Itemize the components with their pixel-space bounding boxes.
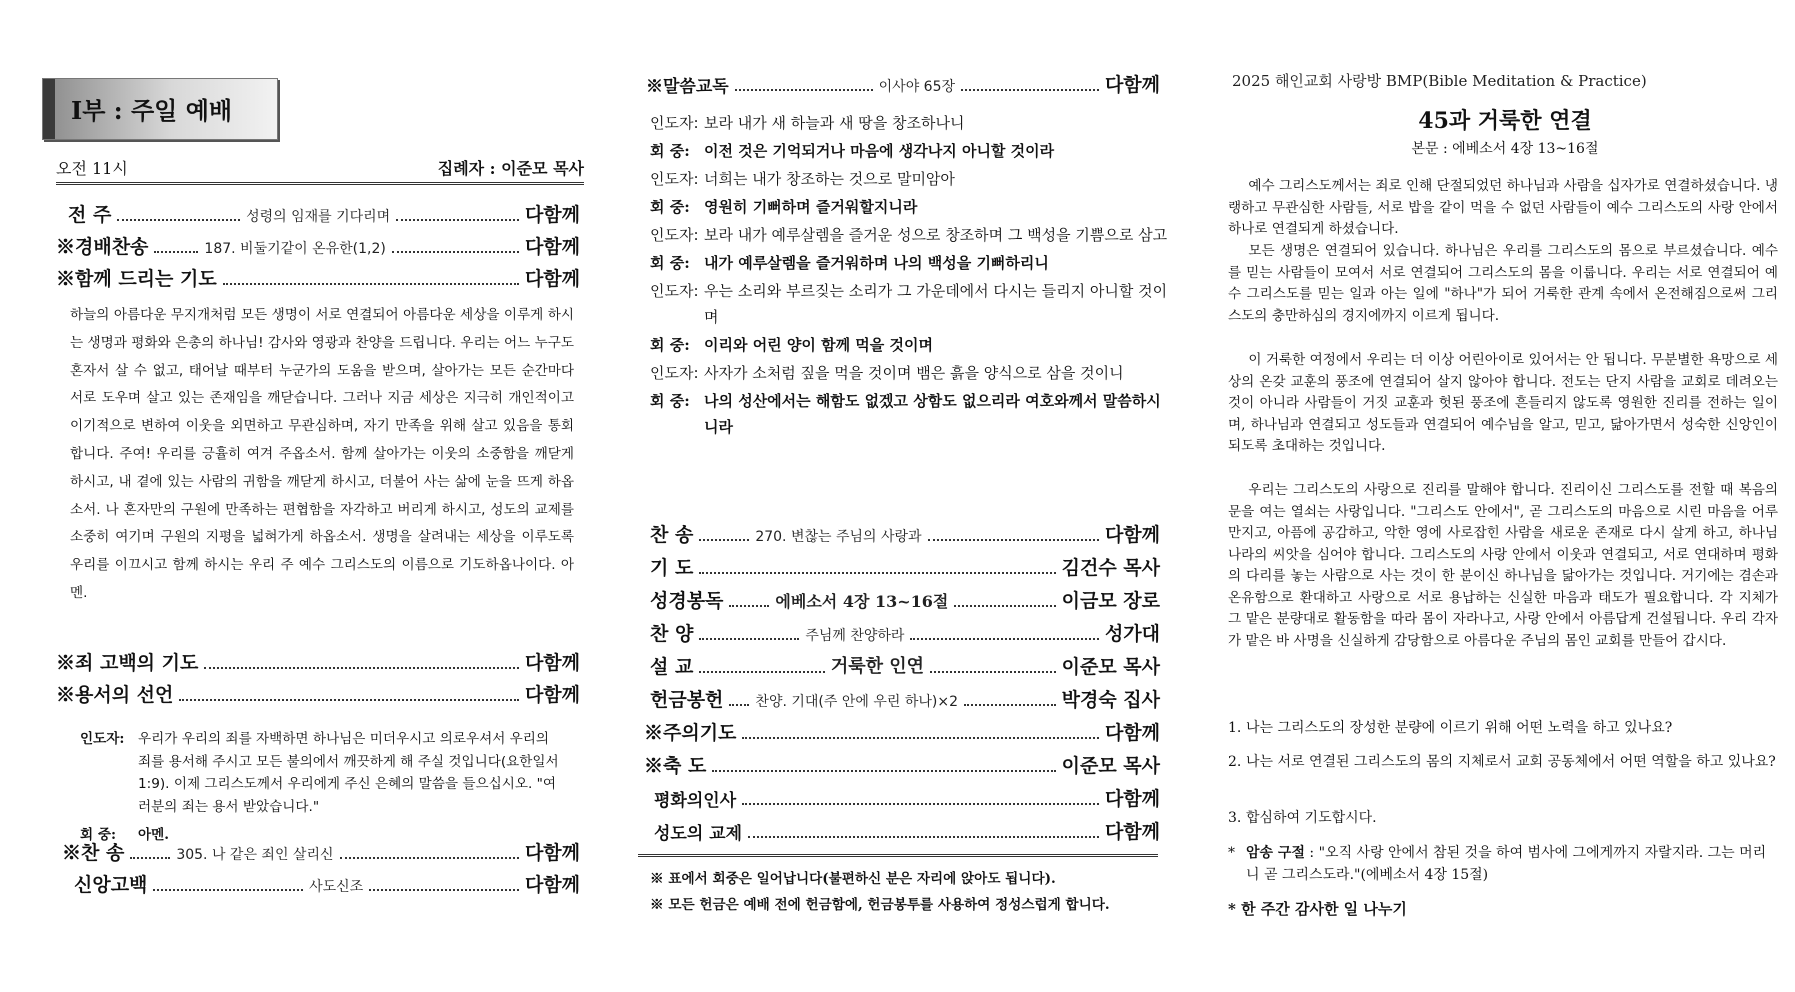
dot-leader [729,704,749,706]
dot-leader [340,857,519,859]
order-label: ※용서의 선언 [56,684,174,706]
order-detail: 사도신조 [309,879,364,895]
bmp-header: 2025 해인교회 사랑방 BMP(Bible Meditation & Practice) [1232,72,1647,90]
dot-leader [742,737,1099,739]
speaker-label: 회 중: [650,198,690,216]
divider [638,854,1158,857]
note-line: ※ 표에서 회중은 일어납니다(불편하신 분은 자리에 앉아도 됩니다). [650,871,1056,887]
order-item [650,652,1160,679]
order-label: 평화의인사 [654,791,737,811]
speaker-label: 인도자: [650,170,699,188]
congregation-text: 아멘. [138,827,169,843]
order-label: 설 교 [650,656,694,678]
question-number: 3. [1228,810,1242,826]
dot-leader [130,857,170,859]
dot-leader [964,704,1056,706]
speaker-label: 인도자: [650,226,699,244]
time-row [56,156,584,185]
order-item [654,784,1160,811]
speaker-label: 회 중: [650,392,690,410]
order-person: 이금모 장로 [1061,590,1160,612]
sermon-title: 거룩한 인연 [830,656,925,677]
reading-line: 보라 내가 새 하늘과 새 땅을 창조하나니 [704,114,965,132]
order-item [56,680,580,707]
order-label: ※죄 고백의 기도 [56,652,199,674]
order-detail: 이사야 65장 [878,79,956,95]
order-item [58,200,580,227]
order-label: 신앙고백 [74,874,148,896]
order-person: 다함께 [1104,524,1160,546]
order-label: 기 도 [650,557,694,579]
order-item [650,619,1160,646]
order-item [650,553,1160,580]
order-person: 성가대 [1104,623,1160,645]
order-item [644,751,1160,778]
speaker-label: 인도자: [80,731,125,747]
speaker-label: 인도자: [650,282,699,300]
speaker-label: 회 중: [650,254,690,272]
service-time: 오전 11시 [56,159,128,178]
dot-leader [961,89,1099,91]
dot-leader [729,605,769,607]
order-item [644,718,1160,745]
pardon-declaration [80,728,565,847]
reading-line: 사자가 소처럼 짚을 먹을 것이며 뱀은 흙을 양식으로 삼을 것이니 [704,364,1124,382]
order-person: 다함께 [524,204,580,226]
dot-leader [748,836,1099,838]
part-banner [42,78,278,140]
dot-leader [928,539,1099,541]
order-detail: 에베소서 4장 13~16절 [775,592,949,611]
dot-leader [699,671,825,673]
order-label: 찬 송 [650,524,694,546]
dot-leader [930,671,1056,673]
speaker-label: 회 중: [650,336,690,354]
dot-leader [223,283,519,285]
order-label: ※경배찬송 [56,236,149,258]
speaker-label: 회 중: [80,827,117,843]
dot-leader [699,572,1055,574]
unison-prayer-text: 하늘의 아름다운 무지개처럼 모든 생명이 서로 연결되어 아름다운 세상을 이루게 하시는 생명과 평화와 은총의 하나님! 감사와 영광과 찬양을 드립니다. 우리는 어느 누구도 혼자서 살 수 없고, 태어날 때부터 누군가의 도움을 받으며, 살아가는 모든 순간마다 서로 도우며 살고 있는 존재임을 깨닫습니다. 그러나 지금 세상은 지극히 개인적이고 이기적으로 변하여 이웃을 외면하고 무관심하며, 자기 만족을 위해 살고 있음을 통회합니다. 주여! 우리를 긍휼히 여겨 주옵소서. 함께 살아가는 이웃의 소중함을 깨닫게 하시고, 내 곁에 있는 사람의 귀함을 깨닫게 하시고, 더불어 사는 삶에 눈을 뜨게 하옵소서. 나 혼자만의 구원에 만족하는 편협함을 자각하고 버리게 하시고, 성도의 교제를 소중히 여기며 구원의 지평을 넓혀가게 하옵소서. 생명을 살려내는 세상을 이루도록 우리를 이끄시고 함께 하시는 우리 주 예수 그리스도의 이름으로 기도하옵나이다. 아멘. [70,307,574,601]
question-text: 나는 그리스도의 장성한 분량에 이르기 위해 어떤 노력을 하고 있나요? [1246,720,1673,736]
dot-leader [179,699,519,701]
order-item [56,264,580,291]
dot-leader [735,89,873,91]
dot-leader [153,889,303,891]
speaker-label: 인도자: [650,114,699,132]
order-detail: 찬양. 기대(주 안에 우린 하나)×2 [755,694,958,710]
memory-verse [1228,842,1778,886]
order-detail: 주님께 찬양하라 [805,628,905,644]
lesson-paragraph: 이 거룩한 여정에서 우리는 더 이상 어린아이로 있어서는 안 됩니다. 무분별한 욕망으로 세상의 온갖 교훈의 풍조에 연결되어 살지 않아야 합니다. 전도는 단지 사람을 교회로 데려오는 것이 아니라 사람들이 거짓 교훈과 헛된 풍조에 흔들리지 않도록 영원한 진리를 전하는 일이며, 하나님과 연결되고 성도들과 연결되어 예수님을 알고, 믿고, 닮아가면서 성숙한 신앙인이 되도록 초대하는 것입니다. [1228,352,1778,454]
lesson-paragraph: 예수 그리스도께서는 죄로 인해 단절되었던 하나님과 사람을 십자가로 연결하셨습니다. 냉랭하고 무관심한 사람들, 서로 밥을 같이 먹을 수 없던 사람들이 예수 그리스도의 사랑 안에서 하나로 연결되게 하셨습니다. [1228,178,1778,237]
order-item [56,232,580,259]
order-person: 다함께 [524,268,580,290]
lesson-paragraph: 모든 생명은 연결되어 있습니다. 하나님은 우리를 그리스도의 몸으로 부르셨습니다. 예수를 믿는 사람들이 모여서 서로 연결되어 그리스도의 몸을 이룹니다. 우리는 서로 연결되어 예수 그리스도를 믿는 일과 아는 일에 "하나"가 되어 거룩한 관계 속에서 온전해짐으로써 그리스도의 충만하심의 경지에까지 이르게 됩니다. [1228,243,1778,324]
dot-leader [369,889,519,891]
reading-line: 영원히 기뻐하며 즐거워할지니라 [704,198,918,216]
service-leader: 집례자 : 이준모 목사 [437,159,584,178]
order-person: 다함께 [1104,788,1160,810]
order-person: 다함께 [524,652,580,674]
dot-leader [117,219,240,221]
order-detail: 성령의 임재를 기다리며 [246,209,391,225]
reading-line: 이전 것은 기억되거나 마음에 생각나지 아니할 것이라 [704,142,1055,160]
discussion-question [1228,718,1778,740]
dot-leader [154,251,198,253]
order-item [56,648,580,675]
order-item [74,870,580,897]
lesson-paragraph: 우리는 그리스도의 사랑으로 진리를 말해야 합니다. 진리이신 그리스도를 전할 때 복음의 문을 여는 열쇠는 사랑입니다. "그리스도 안에서", 곧 그리스도의 마음으로 시린 마음을 어루만지고, 아픔에 공감하고, 악한 영에 사로잡힌 사람을 새로운 존재로 다시 살게 하고, 하나님 나라의 씨앗을 심어야 합니다. 그리스도의 사랑 안에서 이웃과 연결되고, 서로 연대하며 평화의 다리를 놓는 사람으로 사는 것이 한 분이신 하나님을 닮아가는 것입니다. 거기에는 겸손과 온유함으로 환대하고 사랑으로 서로 용납하는 신실한 마음과 태도가 필요합니다. 각 지체가 그 맡은 분량대로 활동함을 따라 몸이 자라나고, 사랑 안에서 아름답게 건설됩니다. 우리 각자가 맡은 바 사명을 신실하게 감당함으로 아름다운 주님의 몸인 교회를 만들어 갑시다. [1228,482,1778,649]
order-label: 성도의 교제 [654,824,743,844]
reading-line: 이리와 어린 양이 함께 먹을 것이며 [704,336,933,354]
question-text: 합심하여 기도합시다. [1246,810,1377,826]
order-person: 박경숙 집사 [1061,689,1160,711]
order-person: 이준모 목사 [1061,755,1160,777]
order-label: 헌금봉헌 [650,689,724,711]
question-number: 1. [1228,720,1242,736]
dot-leader [699,539,749,541]
order-person: 다함께 [524,842,580,864]
order-detail: 187. 비둘기같이 온유한(1,2) [204,241,386,257]
dot-leader [699,638,799,640]
service-notes [650,866,1170,918]
order-person: 다함께 [1104,74,1161,96]
discussion-question [1228,752,1778,774]
speaker-label: 회 중: [650,142,690,160]
order-label: ※말씀교독 [646,77,729,97]
dot-leader [910,638,1098,640]
memory-label: 암송 구절 [1246,845,1305,861]
reading-line: 우는 소리와 부르짖는 소리가 그 가운데에서 다시는 들리지 아니할 것이며 [704,282,1168,326]
order-label: ※함께 드리는 기도 [56,268,217,290]
thanks-sharing: * 한 주간 감사한 일 나누기 [1228,900,1407,918]
dot-leader [954,605,1055,607]
speaker-label: 인도자: [650,364,699,382]
lesson-title: 45과 거룩한 연결 [1418,108,1592,134]
order-item [650,520,1160,547]
discussion-question [1228,808,1778,830]
dot-leader [392,251,519,253]
order-item [646,70,1160,97]
responsive-reading [650,110,1170,442]
order-person: 다함께 [1104,722,1160,744]
order-item [650,685,1160,712]
order-item [650,586,1160,613]
order-person: 이준모 목사 [1061,656,1160,678]
note-line: ※ 모든 헌금은 예배 전에 헌금함에, 헌금봉투를 사용하여 정성스럽게 합니다. [650,897,1110,913]
order-label: 성경봉독 [650,590,724,612]
dot-leader [204,667,519,669]
bullet-icon: * [1228,845,1235,861]
question-text: 나는 서로 연결된 그리스도의 몸의 지체로서 교회 공동체에서 어떤 역할을 하고 있나요? [1246,754,1776,770]
order-detail: 270. 변찮는 주님의 사랑과 [755,529,922,545]
order-person: 다함께 [524,684,580,706]
dot-leader [742,803,1099,805]
scripture-reference: 본문 : 에베소서 4장 13~16절 [1411,141,1599,157]
order-label: 찬 양 [650,623,694,645]
order-label: ※축 도 [644,755,707,777]
memory-text: : "오직 사랑 안에서 참된 것을 하여 범사에 그에게까지 자랄지라. 그는 머리니 곧 그리스도라."(에베소서 4장 15절) [1246,845,1767,883]
reading-line: 너희는 내가 창조하는 것으로 말미암아 [704,170,955,188]
order-item [654,817,1160,844]
reading-line: 나의 성산에서는 해함도 없겠고 상함도 없으리라 여호와께서 말씀하시니라 [704,392,1161,436]
order-label: ※찬 송 [62,842,125,864]
part-title: I부 : 주일 예배 [71,96,233,125]
order-person: 다함께 [1104,821,1160,843]
order-label: 전 주 [68,204,112,226]
reading-line: 내가 예루살렘을 즐거워하며 나의 백성을 기뻐하리니 [704,254,1049,272]
order-person: 김건수 목사 [1061,557,1160,579]
dot-leader [712,770,1055,772]
order-person: 다함께 [524,874,580,896]
dot-leader [396,219,519,221]
order-item [62,838,580,865]
question-number: 2. [1228,754,1242,770]
reading-line: 보라 내가 예루살렘을 즐거운 성으로 창조하며 그 백성을 기쁨으로 삼고 [704,226,1168,244]
order-person: 다함께 [524,236,580,258]
order-detail: 305. 나 같은 죄인 살리신 [176,847,334,863]
leader-text: 우리가 우리의 죄를 자백하면 하나님은 미더우시고 의로우셔서 우리의 죄를 용서해 주시고 모든 불의에서 깨끗하게 해 주실 것입니다(요한일서 1:9). 이제 그리스도께서 우리에게 주신 은혜의 말씀을 들으십시오. "여러분의 죄는 용서 받았습니다." [138,731,559,815]
order-label: ※주의기도 [644,722,737,744]
